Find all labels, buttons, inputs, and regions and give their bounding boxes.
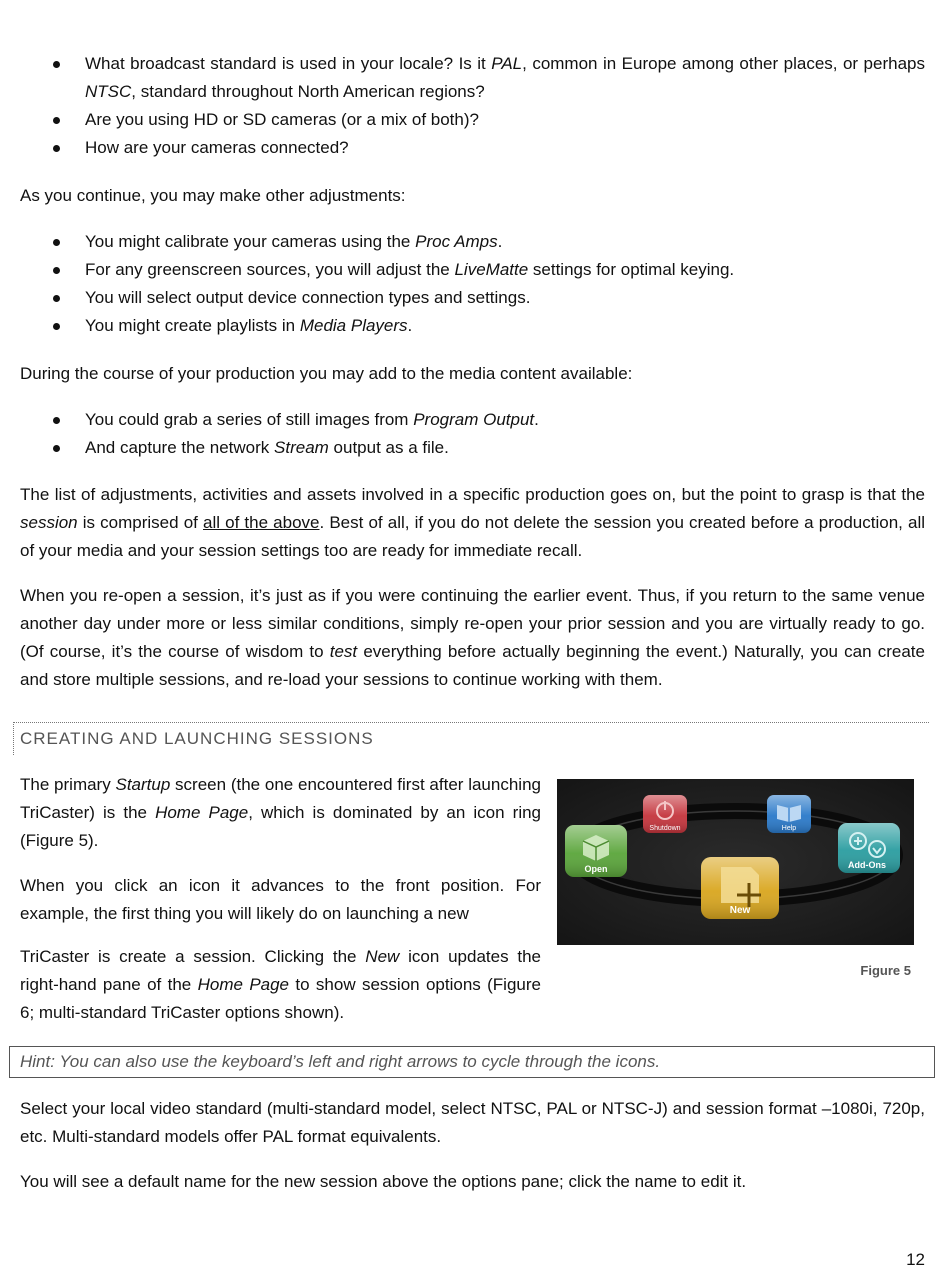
new-icon[interactable] (701, 857, 779, 919)
open-icon[interactable] (565, 825, 627, 877)
icon-ring-image (557, 779, 914, 945)
shutdown-label: Shutdown (649, 825, 681, 832)
list-item: What broadcast standard is used in your locale? Is it PAL, common in Europe among other places, or perhaps NTSC, standard throughout North American regions? (20, 50, 925, 106)
bullet-list-adjustments (20, 228, 925, 340)
hint-box (9, 1046, 935, 1078)
add-ons-label: Add-Ons (848, 860, 886, 870)
page-number: 12 (906, 1250, 925, 1269)
paragraph-default-name: You will see a default name for the new session above the options pane; click the name to edit it. (20, 1172, 747, 1191)
list-item: For any greenscreen sources, you will adjust the LiveMatte settings for optimal keying. (20, 256, 925, 284)
paragraph-during: During the course of your production you may add to the media content available: (20, 364, 633, 383)
list-item: Are you using HD or SD cameras (or a mix of both)? (20, 106, 925, 134)
paragraph-reopen: When you re-open a session, it’s just as if you were continuing the earlier event. Thus, if you return to the same venue another day under more or less similar conditions, simply re-open your prior session and you are virtually ready to go. (Of course, it’s the course of wisdom to test everything before actually beginning the event.) Naturally, you can create and store multiple sessions, and re-load your sessions to continue working with them. (20, 586, 925, 689)
paragraph-continue: As you continue, you may make other adjustments: (20, 186, 406, 205)
figure-caption: Figure 5 (860, 963, 911, 978)
list-item: You will select output device connection types and settings. (20, 284, 925, 312)
bullet-list-questions (20, 50, 925, 162)
section-heading-box (13, 722, 929, 755)
section-heading: CREATING AND LAUNCHING SESSIONS (20, 729, 374, 748)
list-item: You might calibrate your cameras using the Proc Amps. (20, 228, 925, 256)
paragraph-select-standard: Select your local video standard (multi-standard model, select NTSC, PAL or NTSC-J) and session format –1080i, 720p, etc. Multi-standard models offer PAL format equivalents. (20, 1099, 925, 1146)
list-item: You might create playlists in Media Players. (20, 312, 925, 340)
list-item: And capture the network Stream output as a file. (20, 434, 925, 462)
shutdown-icon[interactable] (643, 795, 687, 833)
paragraph-click: When you click an icon it advances to the front position. For example, the first thing you will likely do on launching a new (20, 876, 541, 923)
help-label: Help (781, 825, 797, 832)
paragraph-startup: The primary Startup screen (the one encountered first after launching TriCaster) is the Home Page, which is dominated by an icon ring (Figure 5). (20, 775, 542, 850)
add-ons-icon[interactable] (838, 823, 900, 873)
hint-text: Hint: You can also use the keyboard’s left and right arrows to cycle through the icons. (20, 1052, 661, 1071)
new-label: New (729, 905, 751, 916)
paragraph-session-list: The list of adjustments, activities and assets involved in a specific production goes on, but the point to grasp is that the session is comprised of all of the above. Best of all, if you do not delete the session you created before a production, all of your media and your session settings too are ready for immediate recall. (20, 485, 925, 560)
help-icon[interactable] (767, 795, 811, 833)
open-label: Open (584, 864, 608, 874)
figure-5-home-page-screenshot (557, 779, 914, 945)
list-item: How are your cameras connected? (20, 134, 925, 162)
bullet-list-media (20, 406, 925, 462)
paragraph-tricaster: TriCaster is create a session. Clicking the New icon updates the right-hand pane of the Home Page to show session options (Figure 6; multi-standard TriCaster options shown). (20, 947, 541, 1022)
list-item: You could grab a series of still images from Program Output. (20, 406, 925, 434)
